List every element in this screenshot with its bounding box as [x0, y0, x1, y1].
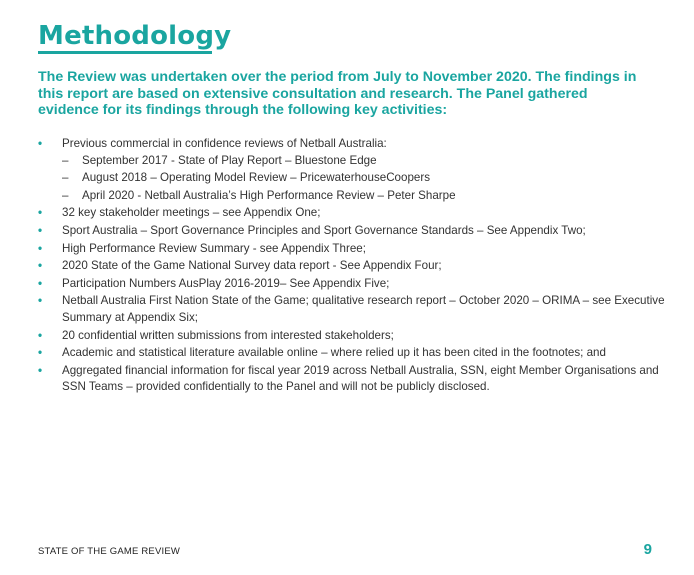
bullet-icon: •: [38, 328, 43, 342]
list-item: [38, 345, 668, 362]
footer-report-name: STATE OF THE GAME REVIEW: [38, 546, 181, 557]
dash-icon: –: [62, 171, 69, 185]
sub-list-item: [62, 153, 668, 170]
list-item-text: Netball Australia First Nation State of the Game; qualitative research report – October 2020 – ORIMA – see Executive Summary at Appendix Six;: [62, 294, 665, 324]
bullet-icon: •: [38, 363, 43, 377]
list-item: [38, 241, 668, 258]
page-title: Methodology: [38, 21, 232, 51]
bullet-icon: •: [38, 206, 43, 220]
bullet-icon: •: [38, 294, 43, 308]
list-item-text: 20 confidential written submissions from interested stakeholders;: [62, 328, 394, 342]
list-item: [38, 276, 668, 293]
list-item-text: High Performance Review Summary - see Appendix Three;: [62, 241, 366, 255]
intro-paragraph: The Review was undertaken over the period from July to November 2020. The findings in this report are based on extensive consultation and research. The Panel gathered evidence for its findings through the following key activities:: [38, 69, 637, 119]
list-item-text: Previous commercial in confidence reviews of Netball Australia:: [62, 137, 387, 150]
list-item-text: Aggregated financial information for fiscal year 2019 across Netball Australia, SSN, eight Member Organisations and SSN Teams – provided confidentially to the Panel and will not be publicly disclosed.: [62, 363, 659, 394]
list-item-text: Participation Numbers AusPlay 2016-2019– See Appendix Five;: [62, 276, 390, 290]
sub-list-item-text: September 2017 - State of Play Report – Bluestone Edge: [82, 153, 377, 167]
list-item-text: Sport Australia – Sport Governance Principles and Sport Governance Standards – See Appendix Two;: [62, 223, 586, 237]
dash-icon: –: [62, 188, 69, 202]
list-item-text: 2020 State of the Game National Survey data report - See Appendix Four;: [62, 259, 442, 273]
list-item: [38, 293, 668, 326]
bullet-icon: •: [38, 346, 43, 360]
sub-list-item-text: August 2018 – Operating Model Review – PricewaterhouseCoopers: [82, 171, 431, 185]
bullet-icon: •: [38, 276, 43, 290]
bullet-icon: •: [38, 137, 43, 150]
list-item: [38, 205, 668, 222]
bullet-icon: •: [38, 223, 43, 237]
list-item: [38, 328, 668, 345]
list-item: [38, 223, 668, 240]
sub-list-item: [62, 188, 668, 205]
dash-icon: –: [62, 153, 69, 167]
bullet-icon: •: [38, 241, 43, 255]
sub-list-item-text: April 2020 - Netball Australia’s High Performance Review – Peter Sharpe: [82, 188, 456, 202]
page-number: 9: [643, 541, 652, 558]
list-item: [38, 363, 668, 396]
bullet-icon: •: [38, 259, 43, 273]
activities-list: [38, 136, 668, 397]
title-underline: [38, 51, 212, 54]
list-item: [38, 136, 668, 204]
list-item: [38, 258, 668, 275]
sub-list-item: [62, 170, 668, 187]
sub-list: [62, 153, 668, 205]
list-item-text: 32 key stakeholder meetings – see Appendix One;: [62, 206, 321, 220]
list-item-text: Academic and statistical literature available online – where relied up it has been cited in the footnotes; and: [62, 346, 606, 360]
